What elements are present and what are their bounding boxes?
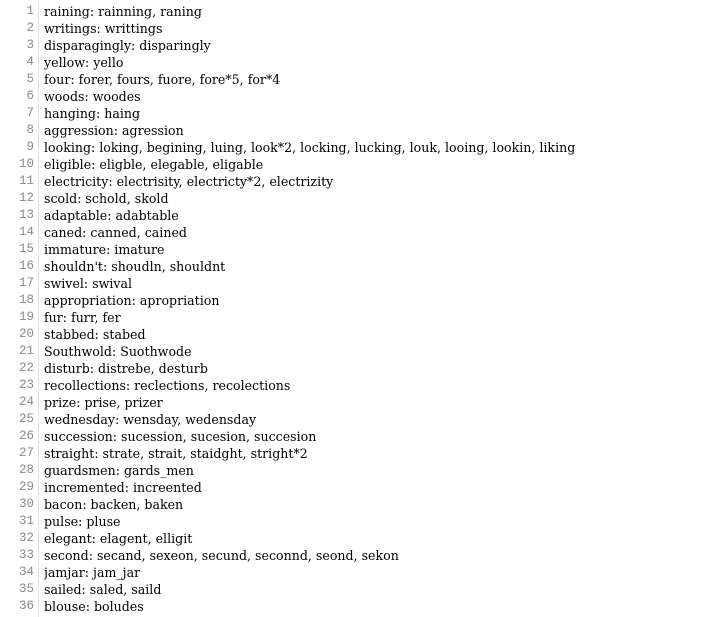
line-number: 29 — [18, 480, 34, 494]
line-number: 12 — [18, 191, 34, 205]
text-line[interactable]: succession: sucession, sucesion, succesion — [44, 429, 317, 444]
text-line[interactable]: Southwold: Suothwode — [44, 344, 192, 359]
line-number: 17 — [18, 276, 34, 290]
line-number: 9 — [26, 140, 34, 154]
text-line[interactable]: stabbed: stabed — [44, 327, 146, 342]
line-number: 28 — [18, 463, 34, 477]
line-number: 11 — [18, 174, 34, 188]
text-line[interactable]: swivel: swival — [44, 276, 133, 291]
text-line[interactable]: electricity: electrisity, electricty*2, electrizity — [44, 174, 334, 189]
line-number: 6 — [26, 89, 34, 103]
line-number: 27 — [18, 446, 34, 460]
line-number: 14 — [18, 225, 34, 239]
line-number: 20 — [18, 327, 34, 341]
text-line[interactable]: fur: furr, fer — [44, 310, 121, 325]
text-line[interactable]: incremented: increented — [44, 480, 202, 495]
text-line[interactable]: scold: schold, skold — [44, 191, 169, 206]
line-number: 5 — [26, 72, 34, 86]
line-number: 13 — [18, 208, 34, 222]
text-line[interactable]: shouldn't: shoudln, shouldnt — [44, 259, 226, 274]
text-line[interactable]: wednesday: wensday, wedensday — [44, 412, 257, 427]
line-number: 10 — [18, 157, 34, 171]
text-line[interactable]: recollections: reclections, recolections — [44, 378, 291, 393]
line-number: 8 — [26, 123, 34, 137]
line-number: 2 — [26, 21, 34, 35]
text-line[interactable]: second: secand, sexeon, secund, seconnd, seond, sekon — [44, 548, 399, 563]
line-number: 26 — [18, 429, 34, 443]
text-line[interactable]: yellow: yello — [44, 55, 124, 70]
text-line[interactable]: raining: rainning, raning — [44, 4, 202, 19]
text-line[interactable]: caned: canned, cained — [44, 225, 187, 240]
line-number: 16 — [18, 259, 34, 273]
line-number: 34 — [18, 565, 34, 579]
text-line[interactable]: elegant: elagent, elligit — [44, 531, 193, 546]
line-number: 35 — [18, 582, 34, 596]
text-line[interactable]: hanging: haing — [44, 106, 141, 121]
gutter-divider — [38, 3, 39, 617]
text-line[interactable]: immature: imature — [44, 242, 165, 257]
text-line[interactable]: aggression: agression — [44, 123, 184, 138]
line-number: 22 — [18, 361, 34, 375]
line-number: 30 — [18, 497, 34, 511]
text-line[interactable]: blouse: boludes — [44, 599, 144, 614]
text-line[interactable]: pulse: pluse — [44, 514, 121, 529]
text-line[interactable]: eligible: eligble, elegable, eligable — [44, 157, 264, 172]
line-number: 36 — [18, 599, 34, 613]
text-editor[interactable] — [0, 3, 726, 617]
text-line[interactable]: appropriation: apropriation — [44, 293, 220, 308]
line-number-gutter — [0, 3, 38, 617]
text-line[interactable]: jamjar: jam_jar — [44, 565, 141, 580]
text-line[interactable]: four: forer, fours, fuore, fore*5, for*4 — [44, 72, 281, 87]
text-line[interactable]: disparagingly: disparingly — [44, 38, 211, 53]
text-area[interactable] — [44, 3, 726, 617]
line-number: 33 — [18, 548, 34, 562]
line-number: 4 — [26, 55, 34, 69]
line-number: 15 — [18, 242, 34, 256]
text-line[interactable]: adaptable: adabtable — [44, 208, 179, 223]
text-line[interactable]: sailed: saled, saild — [44, 582, 162, 597]
text-line[interactable]: prize: prise, prizer — [44, 395, 163, 410]
text-line[interactable]: disturb: distrebe, desturb — [44, 361, 208, 376]
line-number: 18 — [18, 293, 34, 307]
line-number: 24 — [18, 395, 34, 409]
text-line[interactable]: writings: writtings — [44, 21, 163, 36]
line-number: 23 — [18, 378, 34, 392]
text-line[interactable]: woods: woodes — [44, 89, 141, 104]
text-line[interactable]: bacon: backen, baken — [44, 497, 184, 512]
line-number: 7 — [26, 106, 34, 120]
line-number: 21 — [18, 344, 34, 358]
line-number: 3 — [26, 38, 34, 52]
line-number: 19 — [18, 310, 34, 324]
line-number: 31 — [18, 514, 34, 528]
text-line[interactable]: straight: strate, strait, staidght, stright*2 — [44, 446, 308, 461]
text-line[interactable]: guardsmen: gards_men — [44, 463, 194, 478]
line-number: 32 — [18, 531, 34, 545]
line-number: 1 — [26, 4, 34, 18]
text-line[interactable]: looking: loking, begining, luing, look*2, locking, lucking, louk, looing, lookin, liking — [44, 140, 576, 155]
line-number: 25 — [18, 412, 34, 426]
